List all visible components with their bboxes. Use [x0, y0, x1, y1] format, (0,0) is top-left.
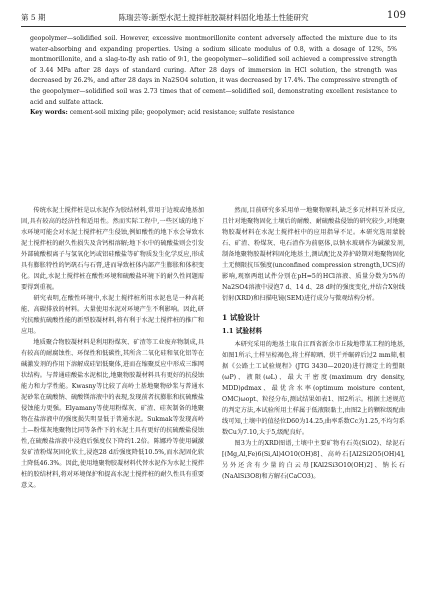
- keywords-text: cement-soil mixing pile; geopolymer; acid resistance; sulfate resistance: [69, 109, 295, 117]
- intro-paragraph-2: 研究表明,在酸性环境中,水泥土搅拌桩所用水泥也是一种高耗能、高碳排放的材料。大量使用水泥对环境产生不利影响。因此,研究抗酸抗硫酸性能的新型胶凝材料,将有利于水泥土搅拌桩的推广和应用。: [21, 295, 204, 335]
- intro-paragraph-1: 传统水泥土搅拌桩是以水泥作为胶结材料,常用于边坡或地基加固,具有较高的经济性和适用性。然而实际工程中,一些区域的地下水环境可能会对水泥土搅拌桩产生侵蚀,例如酸性的地下水会导致水泥土搅拌桩的耐久性损失及含钙相溶解;地下水中的硫酸盐则会引发外部硫酸根离子与氢氧化钙或铝硅酸盐等矿物质发生化学反应,形成具有膨胀特性的钙矾石与石膏,进而导致桩体内部产生膨胀和体积变化。因此,水泥土搅拌桩在酸性环境和硫酸盐环境下的耐久性问题需要得到重视。: [21, 207, 204, 291]
- running-title: 陈瑞芸等:新型水泥土搅拌桩胶凝材料固化地基土性能研究: [118, 13, 309, 22]
- keywords-line: [30, 108, 397, 119]
- intro-paragraph-3: 地质聚合物胶凝材料是利用粉煤灰、矿渣等工业废弃物制成,具有较高的耐腐蚀性、环保性和低碳性,其所含二氧化硅和氧化铝等在碱激发剂的作用下溶解成硅铝低聚体,进而在缩聚反应中形成三维网状结构。与普通硅酸盐水泥相比,地聚物胶凝材料具有更好的抗侵蚀能力和力学性能。Kwasny等比较了高岭土基地聚物砂浆与普通水泥砂浆在硫酸钠、硫酸镁溶液中的表现,发现前者抗膨胀和抗硫酸盐侵蚀能力更强。Elyamany等使用粉煤灰、矿渣、硅灰制备的地聚物在盐溶液中的强度损失明显低于普通水泥。Sukmak等发现高岭土—粉煤灰地聚物比同等条件下的水泥土具有更好的抗硫酸盐侵蚀性,在硫酸盐溶液中浸泡后强度仅下降约1.2倍。陈娜玲等使用碱激发矿渣粉煤灰固化软土,浸泡28 d后强度降低10.5%,而水泥固化软土降低46.3%。因此,使用地聚物胶凝材料代替水泥作为水泥土搅拌桩的胶结材料,将对环境保护和提高水泥土搅拌桩的耐久性具有重要意义。: [21, 339, 204, 489]
- materials-paragraph-2: 图3为土的XRD图谱,土壤中主要矿物有石英(SiO2)、绿泥石[(Mg,Al,Fe)6(Si,Al)4O10(OH)8]、高岭石[Al2Si2O5(OH)4],另外还含有少量的白云母[KAl2Si3O10(OH)2]、钠长石(NaAlSi3O8)和方解石(CaCO3)。: [222, 440, 405, 480]
- subsection-1-1-heading: 1.1 试验材料: [222, 327, 263, 335]
- english-abstract: [30, 34, 397, 119]
- keywords-label: Key words:: [30, 109, 68, 117]
- section-1-heading: 1 试验设计: [222, 313, 260, 322]
- right-column: [222, 205, 405, 482]
- page-header: [21, 8, 406, 27]
- intro-paragraph-4: 然而,目前研究多采用单一地聚物原料,缺乏多元材料互补反应,且针对地聚物固化土壤后的耐酸、耐硫酸盐侵蚀的研究较少,对地聚物胶凝材料在水泥土搅拌桩中的应用指导不足。本研究选用蒙脱石、矿渣、粉煤灰、电石渣作为前驱体,以钠水玻璃作为碱激发剂,制备地聚物胶凝材料固化地基土,测试配比及养护龄期对地聚物固化土无侧限抗压强度(unconfined compression strength,UCS)的影响,观察两组试件分别在pH=5的HCl溶液、质量分数为5%的Na2SO4溶液中浸泡7 d、14 d、28 d时的强度变化,并结合X射线衍射(XRD)和扫描电镜(SEM)进行成分与微观结构分析。: [222, 207, 405, 302]
- left-column: [21, 205, 204, 491]
- page-number: 109: [386, 10, 406, 21]
- issue-number: 第 5 期: [21, 13, 46, 22]
- materials-paragraph-1: 本研究采用的地基土取自江西省新余市丘陵地带某工程的地基,如图1所示,土样呈棕褐色,将土样晾晒、烘干并碾碎后过2 mm筛,根据《公路土工试验规程》(JTG 3430—2020)进行测定土的塑限(ωP)、液限(ωL)、最大干密度(maximum dry density, MDD)ρdmax、最优含水率(optimum moisture content, OMC)ωopt、粒径分布,测试结果如表1、图2所示。根据土述规范的判定方法,本试验所用土样属于低液限黏土,由图2上的颗粒级配曲线可知,土壤中的值径位D60为14.25,曲率系数Cc为1.25,不均匀系数Cu为7.10,大于5,级配良好。: [222, 341, 405, 436]
- abstract-text: geopolymer—solidified soil. However, excessive montmorillonite content adversely affected the mixture due to its water-absorbing and expanding properties. Using a sodium silicate modulus of 0.8, with a dosage of 12%, 5% montmorillonite, and a slag-to-fly ash ratio of 9∶1, the geopolymer—solidified soil achieved a compressive strength of 3.44 MPa after 28 days of standard curing. After 28 days of immersion in HCl solution, the strength was decreased by 26.2%, and after 28 days in Na2SO4 solution, it was decreased by 17.4%. The compressive strength of the geopolymer—solidified soil was 2.73 times that of cement—solidified soil, demonstrating excellent resistance to acid and sulfate attack.: [30, 35, 397, 106]
